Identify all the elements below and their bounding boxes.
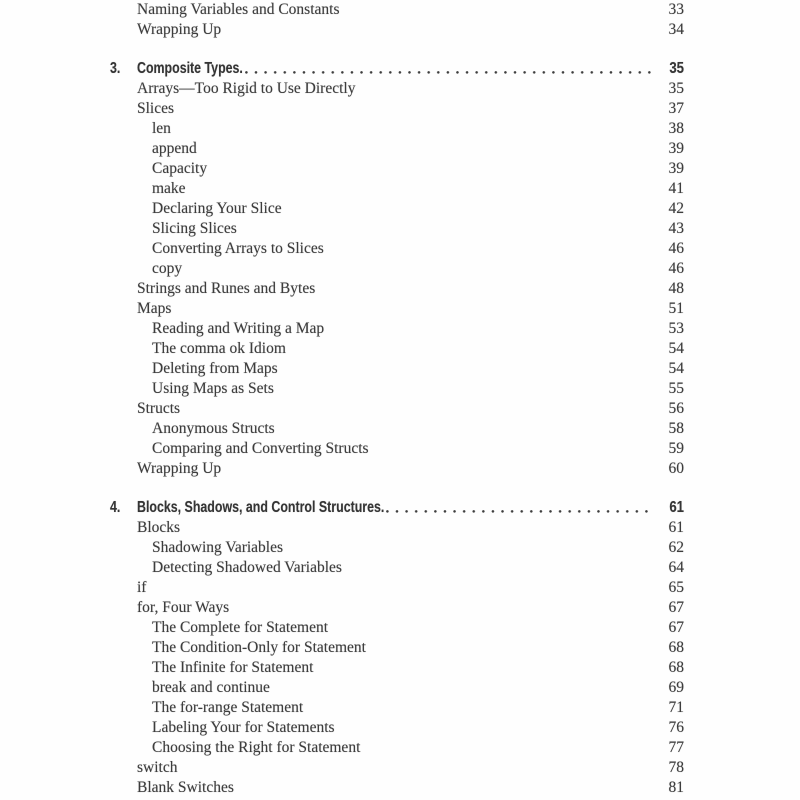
toc-entry-label: Naming Variables and Constants — [137, 1, 340, 18]
toc-entry-label: The for-range Statement — [152, 699, 304, 716]
toc-entry-label: Comparing and Converting Structs — [152, 440, 369, 457]
toc-entry-page: 81 — [668, 779, 684, 796]
toc-entry-row — [110, 578, 684, 598]
toc-entry-row — [110, 558, 684, 578]
toc-chapter-row — [110, 59, 684, 79]
toc-entry-row — [110, 778, 684, 798]
toc-entry-page: 39 — [668, 160, 684, 177]
toc-entry-page: 59 — [668, 440, 684, 457]
chapter-title: Composite Types. — [137, 60, 243, 77]
toc-entry-row — [110, 518, 684, 538]
toc-list — [110, 0, 684, 798]
toc-entry-label: if — [137, 579, 147, 596]
toc-entry-label: Declaring Your Slice — [152, 200, 282, 217]
toc-entry-page: 77 — [668, 739, 684, 756]
toc-entry-row — [110, 598, 684, 618]
toc-entry-page: 69 — [668, 679, 684, 696]
toc-entry-label: append — [152, 140, 197, 157]
dot-leader — [245, 59, 654, 79]
chapter-number: 3. — [110, 60, 121, 77]
toc-entry-row — [110, 359, 684, 379]
toc-entry-page: 67 — [668, 619, 684, 636]
toc-entry-page: 33 — [668, 1, 684, 18]
toc-entry-label: The Condition-Only for Statement — [152, 639, 366, 656]
toc-entry-row — [110, 538, 684, 558]
toc-entry-page: 55 — [668, 380, 684, 397]
toc-entry-row — [110, 79, 684, 99]
toc-entry-page: 41 — [668, 180, 684, 197]
toc-entry-label: make — [152, 180, 186, 197]
toc-entry-label: The comma ok Idiom — [152, 340, 286, 357]
toc-entry-row — [110, 758, 684, 778]
toc-entry-page: 58 — [668, 420, 684, 437]
toc-entry-row — [110, 638, 684, 658]
toc-entry-label: Wrapping Up — [137, 21, 222, 38]
toc-entry-page: 53 — [668, 320, 684, 337]
toc-entry-row — [110, 738, 684, 758]
toc-entry-label: Converting Arrays to Slices — [152, 240, 324, 257]
toc-entry-page: 54 — [668, 340, 684, 357]
toc-entry-row — [110, 678, 684, 698]
toc-entry-label: Anonymous Structs — [152, 420, 275, 437]
toc-entry-row — [110, 658, 684, 678]
toc-entry-page: 64 — [668, 559, 684, 576]
toc-entry-page: 42 — [668, 200, 684, 217]
toc-entry-label: switch — [137, 759, 178, 776]
toc-entry-row — [110, 459, 684, 479]
toc-entry-row — [110, 399, 684, 419]
toc-entry-label: Strings and Runes and Bytes — [137, 280, 316, 297]
toc-entry-row — [110, 20, 684, 40]
chapter-number: 4. — [110, 499, 121, 516]
toc-entry-label: Wrapping Up — [137, 460, 222, 477]
toc-entry-page: 46 — [668, 240, 684, 257]
toc-entry-row — [110, 99, 684, 119]
toc-entry-row — [110, 279, 684, 299]
toc-entry-label: Detecting Shadowed Variables — [152, 559, 342, 576]
toc-entry-page: 68 — [668, 639, 684, 656]
chapter-page-number: 61 — [669, 499, 684, 516]
toc-entry-page: 56 — [668, 400, 684, 417]
toc-entry-page: 34 — [668, 21, 684, 38]
toc-entry-row — [110, 319, 684, 339]
toc-entry-label: Choosing the Right for Statement — [152, 739, 361, 756]
toc-entry-label: Capacity — [152, 160, 208, 177]
toc-entry-row — [110, 239, 684, 259]
toc-entry-label: Blocks — [137, 519, 181, 536]
toc-entry-page: 35 — [668, 80, 684, 97]
dot-leader — [386, 498, 654, 518]
toc-entry-label: The Infinite for Statement — [152, 659, 314, 676]
toc-entry-label: Maps — [137, 300, 172, 317]
toc-entry-page: 65 — [668, 579, 684, 596]
toc-entry-label: Deleting from Maps — [152, 360, 278, 377]
toc-entry-row — [110, 0, 684, 20]
chapter-page-number: 35 — [669, 60, 684, 77]
toc-entry-label: Shadowing Variables — [152, 539, 284, 556]
toc-entry-label: Using Maps as Sets — [152, 380, 274, 397]
toc-entry-row — [110, 618, 684, 638]
toc-entry-row — [110, 179, 684, 199]
toc-entry-label: Arrays—Too Rigid to Use Directly — [137, 80, 356, 97]
toc-entry-page: 48 — [668, 280, 684, 297]
toc-entry-page: 39 — [668, 140, 684, 157]
toc-entry-row — [110, 139, 684, 159]
toc-entry-row — [110, 199, 684, 219]
toc-entry-page: 37 — [668, 100, 684, 117]
toc-entry-page: 43 — [668, 220, 684, 237]
toc-entry-label: Structs — [137, 400, 181, 417]
toc-entry-page: 51 — [668, 300, 684, 317]
toc-entry-label: Blank Switches — [137, 779, 234, 796]
toc-entry-label: Labeling Your for Statements — [152, 719, 335, 736]
chapter-title: Blocks, Shadows, and Control Structures. — [137, 499, 385, 516]
toc-entry-page: 76 — [668, 719, 684, 736]
toc-entry-row — [110, 159, 684, 179]
toc-entry-page: 46 — [668, 260, 684, 277]
toc-chapter-row — [110, 498, 684, 518]
toc-entry-row — [110, 259, 684, 279]
toc-entry-row — [110, 439, 684, 459]
toc-entry-row — [110, 419, 684, 439]
toc-entry-page: 38 — [668, 120, 684, 137]
toc-entry-page: 54 — [668, 360, 684, 377]
toc-entry-label: Slices — [137, 100, 175, 117]
toc-entry-page: 61 — [668, 519, 684, 536]
toc-entry-label: Slicing Slices — [152, 220, 237, 237]
toc-entry-row — [110, 718, 684, 738]
toc-entry-row — [110, 119, 684, 139]
toc-entry-page: 67 — [668, 599, 684, 616]
toc-entry-label: The Complete for Statement — [152, 619, 329, 636]
toc-entry-label: break and continue — [152, 679, 270, 696]
toc-entry-page: 71 — [668, 699, 684, 716]
toc-entry-row — [110, 299, 684, 319]
toc-entry-label: copy — [152, 260, 183, 277]
toc-entry-row — [110, 698, 684, 718]
toc-entry-page: 62 — [668, 539, 684, 556]
toc-entry-page: 78 — [668, 759, 684, 776]
toc-entry-row — [110, 339, 684, 359]
toc-entry-label: Reading and Writing a Map — [152, 320, 325, 337]
toc-entry-page: 68 — [668, 659, 684, 676]
toc-entry-page: 60 — [668, 460, 684, 477]
toc-entry-row — [110, 219, 684, 239]
toc-entry-label: for, Four Ways — [137, 599, 230, 616]
toc-entry-row — [110, 379, 684, 399]
toc-entry-label: len — [152, 120, 171, 137]
